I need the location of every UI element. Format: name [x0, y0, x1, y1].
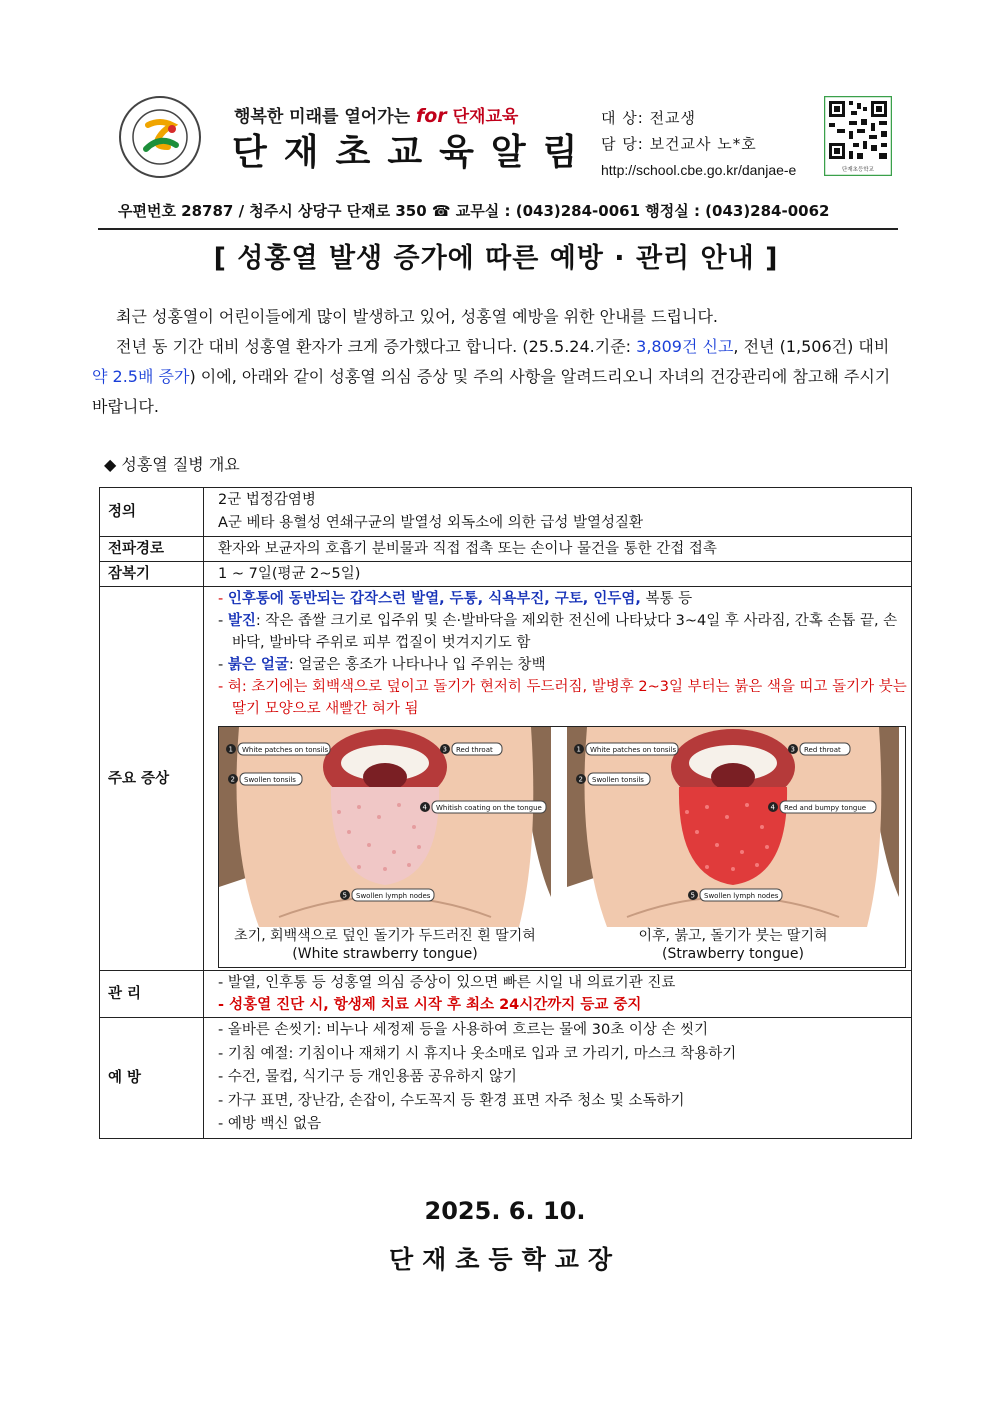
- table-row: [100, 537, 912, 562]
- contact-person: 담 당: 보건교사 노*호: [601, 135, 757, 153]
- symptoms-value: [204, 587, 912, 971]
- route-value: 환자와 보균자의 호흡기 분비물과 직접 접촉 또는 손이나 물건을 통한 간접 접촉: [204, 537, 912, 562]
- tongue-illustration: [218, 726, 906, 968]
- svg-text:Red throat: Red throat: [456, 746, 493, 754]
- svg-text:3: 3: [442, 745, 447, 754]
- svg-text:Swollen lymph nodes: Swollen lymph nodes: [704, 892, 779, 900]
- school-logo: [118, 95, 202, 179]
- slogan-part1: 행복한 미래를 열어가는: [234, 107, 411, 127]
- svg-text:2: 2: [230, 775, 235, 784]
- symptom-1: - 인후통에 동반되는 갑작스런 발열, 두통, 식욕부진, 구토, 인두염, 복통 등: [218, 591, 693, 607]
- svg-text:3: 3: [790, 745, 795, 754]
- disease-summary-table: [99, 487, 912, 1139]
- svg-text:Swollen tonsils: Swollen tonsils: [592, 776, 644, 784]
- svg-text:4: 4: [422, 803, 427, 812]
- management-label: 관 리: [100, 971, 204, 1018]
- section-heading: ◆ 성홍열 질병 개요: [104, 455, 240, 474]
- symptoms-label: 주요 증상: [100, 587, 204, 971]
- slogan-part3: 단재교육: [452, 107, 519, 127]
- table-row: [100, 971, 912, 1018]
- table-row: [100, 562, 912, 587]
- table-row: [100, 1018, 912, 1139]
- divider: [98, 228, 898, 230]
- incubation-value: 1 ~ 7일(평균 2~5일): [204, 562, 912, 587]
- svg-text:1: 1: [228, 745, 233, 754]
- incubation-label: 잠복기: [100, 562, 204, 587]
- newsletter-title: 단재초교육알림: [232, 132, 595, 173]
- svg-text:1: 1: [576, 745, 581, 754]
- definition-value: 2군 법정감염병 A군 베타 용혈성 연쇄구균의 발열성 외독소에 의한 급성 발열성질환: [204, 488, 912, 537]
- white-strawberry-tongue-image: [219, 727, 551, 927]
- school-address: 우편번호 28787 / 청주시 상당구 단재로 350 ☎ 교무실 : (043)284-0061 행정실 : (043)284-0062: [118, 202, 830, 220]
- intro-paragraph-2: 전년 동 기간 대비 성홍열 환자가 크게 증가했다고 합니다. (25.5.24.기준: 3,809건 신고, 전년 (1,506건) 대비 약 2.5배 증가) 이에, 아래와 같이 성홍열 의심 증상 및 주의 사항을 알려드리오니 자녀의 건강관리에 참고해 주시기 바랍니다.: [92, 337, 891, 416]
- slogan-part2: for: [415, 105, 447, 127]
- symptom-3: - 붉은 얼굴: 얼굴은 홍조가 나타나나 입 주위는 창백: [218, 657, 546, 673]
- svg-text:White patches on tonsils: White patches on tonsils: [242, 746, 329, 754]
- intro-text: [92, 302, 900, 422]
- table-row: [100, 488, 912, 537]
- school-url[interactable]: http://school.cbe.go.kr/danjae-e: [601, 162, 797, 178]
- definition-label: 정의: [100, 488, 204, 537]
- svg-text:5: 5: [342, 891, 347, 900]
- svg-text:White patches on tonsils: White patches on tonsils: [590, 746, 677, 754]
- management-value: - 발열, 인후통 등 성홍열 의심 증상이 있으면 빠른 시일 내 의료기관 진료 - 성홍열 진단 시, 항생제 치료 시작 후 최소 24시간까지 등교 중지: [204, 971, 912, 1018]
- svg-text:Red and bumpy tongue: Red and bumpy tongue: [784, 804, 867, 812]
- svg-text:2: 2: [578, 775, 583, 784]
- symptom-4: - 혀: 초기에는 회백색으로 덮이고 돌기가 현저히 두드러짐, 발병후 2~3일 부터는 붉은 색을 띠고 돌기가 붓는 딸기 모양으로 새빨간 혀가 됨: [218, 679, 907, 717]
- caption-strawberry: 이후, 붉고, 돌기가 붓는 딸기혀 (Strawberry tongue): [638, 928, 828, 962]
- issue-date: 2025. 6. 10.: [424, 1197, 586, 1225]
- route-label: 전파경로: [100, 537, 204, 562]
- caption-white-strawberry: 초기, 회백색으로 덮인 돌기가 두드러진 흰 딸기혀 (White strawberry tongue): [234, 928, 536, 962]
- qr-code: [824, 96, 892, 176]
- svg-text:단재초등학교: 단재초등학교: [842, 167, 874, 173]
- strawberry-tongue-image: [567, 727, 899, 927]
- principal-signature: 단재초등학교장: [388, 1245, 622, 1274]
- intro-paragraph-1: 최근 성홍열이 어린이들에게 많이 발생하고 있어, 성홍열 예방을 위한 안내를 드립니다.: [116, 307, 718, 326]
- target-audience: 대 상: 전교생: [601, 109, 697, 127]
- symptom-2: - 발진: 작은 좁쌀 크기로 입주위 및 손·발바닥을 제외한 전신에 나타났다 3~4일 후 사라짐, 간혹 손톱 끝, 손바닥, 발바닥 주위로 피부 껍질이 벗겨지기도 함: [218, 613, 898, 651]
- prevention-value: - 올바른 손씻기: 비누나 세정제 등을 사용하여 흐르는 물에 30초 이상 손 씻기 - 기침 예절: 기침이나 재채기 시 휴지나 옷소매로 입과 코 가리기, 마스크 착용하기 - 수건, 물컵, 식기구 등 개인용품 공유하지 않기 - 가구 표면, 장난감, 손잡이, 수도꼭지 등 환경 표면 자주 청소 및 소독하기 - 예방 백신 없음: [204, 1018, 912, 1139]
- document-title: [ 성홍열 발생 증가에 따른 예방 · 관리 안내 ]: [213, 243, 779, 274]
- svg-text:4: 4: [770, 803, 775, 812]
- svg-text:Whitish coating on the tongue: Whitish coating on the tongue: [436, 804, 542, 812]
- table-row: [100, 587, 912, 971]
- svg-text:Swollen tonsils: Swollen tonsils: [244, 776, 296, 784]
- svg-text:Red throat: Red throat: [804, 746, 841, 754]
- prevention-label: 예 방: [100, 1018, 204, 1139]
- svg-text:5: 5: [690, 891, 695, 900]
- svg-text:Swollen lymph nodes: Swollen lymph nodes: [356, 892, 431, 900]
